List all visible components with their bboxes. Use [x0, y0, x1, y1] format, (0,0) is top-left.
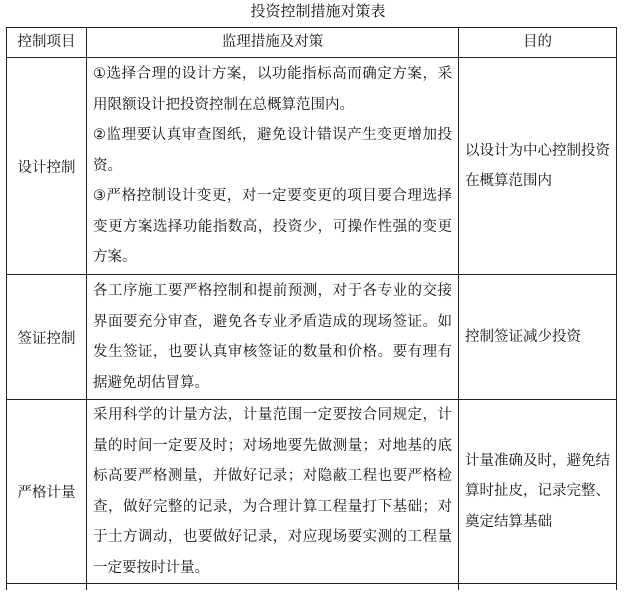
header-control-item: 控制项目: [7, 28, 87, 58]
investment-control-table: [6, 27, 617, 590]
row-goal: 控制签证减少投资: [459, 275, 617, 400]
measure-paragraph: ①选择合理的设计方案，以功能指标高而确定方案，采用限额设计把投资控制在总概算范围内。: [93, 66, 452, 113]
header-measures: 监理措施及对策: [87, 28, 459, 58]
row-item: 签证控制: [7, 275, 87, 400]
empty-cell: [459, 584, 617, 591]
table-row-strict-measurement: [7, 400, 617, 584]
row-measures: [87, 275, 459, 400]
row-measures: [87, 400, 459, 584]
table-row-visa-control: [7, 275, 617, 400]
empty-cell: [87, 584, 459, 591]
row-item: 严格计量: [7, 400, 87, 584]
measure-paragraph: ②监理要认真审查图纸，避免设计错误产生变更增加投资。: [93, 127, 452, 174]
empty-cell: [7, 584, 87, 591]
table-row-continuation: [7, 584, 617, 591]
row-item: 设计控制: [7, 58, 87, 275]
measure-paragraph: 采用科学的计量方法，计量范围一定要按合同规定，计量的时间一定要及时；对场地要先做测量；对地基的底标高要严格测量，并做好记录；对隐蔽工程也要严格检查，做好完整的记录，为合理计算工程量打下基础；对于土方调动，也要做好记录，对应现场要实测的工程量一定要按时计量。: [93, 407, 452, 576]
measure-paragraph: ③严格控制设计变更，对一定要变更的项目要合理选择变更方案选择功能指数高，投资少，可操作性强的变更方案。: [93, 188, 452, 266]
measure-paragraph: 各工序施工要严格控制和提前预测，对于各专业的交接界面要充分审查，避免各专业矛盾造成的现场签证。如发生签证，也要认真审核签证的数量和价格。要有理有据避免胡估冒算。: [93, 283, 452, 391]
row-goal: 以设计为中心控制投资在概算范围内: [459, 58, 617, 275]
row-measures: [87, 58, 459, 275]
table-title: 投资控制措施对策表: [250, 2, 386, 20]
table-row-design-control: [7, 58, 617, 275]
header-row: [7, 28, 617, 58]
header-goal: 目的: [459, 28, 617, 58]
row-goal: 计量准确及时，避免结算时扯皮，记录完整、奠定结算基础: [459, 400, 617, 584]
